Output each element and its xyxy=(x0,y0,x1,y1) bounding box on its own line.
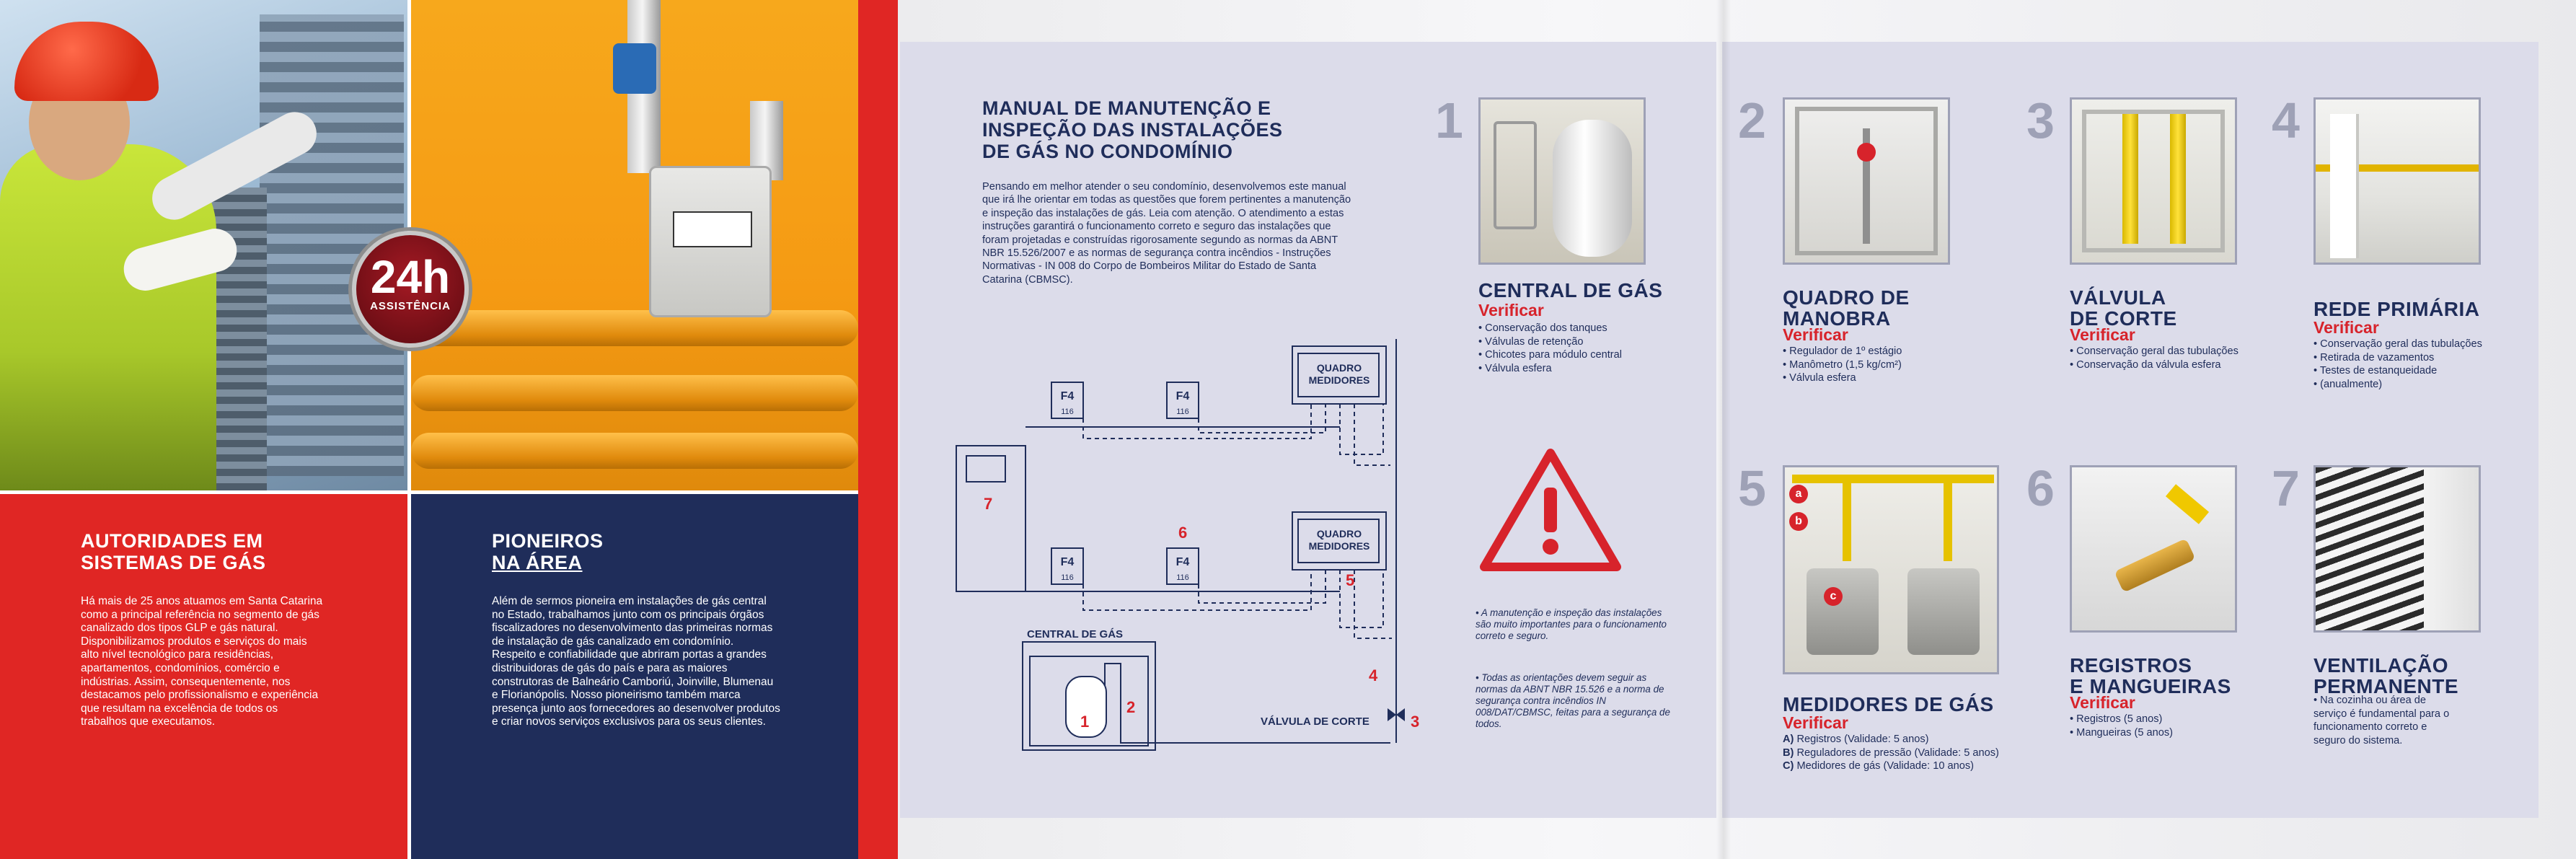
item-list xyxy=(1783,733,2028,773)
gas-meter xyxy=(649,166,772,317)
valve-label: VÁLVULA DE CORTE xyxy=(1261,715,1369,728)
warning-dot xyxy=(1543,539,1558,555)
list-item: • Válvula esfera xyxy=(1783,371,1970,385)
brass-valve xyxy=(2114,538,2195,592)
vent-grille xyxy=(966,456,1005,482)
item-number: 6 xyxy=(2026,460,2055,516)
item-list xyxy=(1783,345,1970,385)
list-letter: A) xyxy=(1783,734,1794,745)
list-item: • Na cozinha ou área de serviço é fundamental para o funcionamento correto e seguro do sistema. xyxy=(2313,694,2458,747)
list-item: • Registros (5 anos) xyxy=(2070,713,2250,726)
item-list xyxy=(2313,694,2458,747)
f4-label: F4 xyxy=(1060,390,1075,402)
callout-7: 7 xyxy=(984,495,993,513)
primary-network-photo xyxy=(2313,97,2481,265)
callout-6: 6 xyxy=(1178,524,1188,542)
title-line: REGISTROS xyxy=(2070,654,2192,677)
yellow-pipe xyxy=(1843,475,1851,561)
page-crease xyxy=(1716,0,1731,859)
standards-note: • Todas as orientações devem seguir as normas da ABNT NBR 15.526 e a norma de segurança contra incêndios IN 008/DAT/CBMSC, feitas para a segurança de todos. xyxy=(1476,672,1670,729)
title-line: DE CORTE xyxy=(2070,307,2177,330)
item-verify: Verificar xyxy=(1478,301,1544,320)
authorities-text: Há mais de 25 anos atuamos em Santa Catarina como a principal referência no segmento de gás canalizado dos tipos GLP e gás natural. Disponibilizamos produtos e serviços do mais alto nível tecnológico para residências, apartamentos, condomínios, comércio e indústrias. Assim, consequentemente, nos destacamos pelo profissionalismo e experiência que resultam na excelência de todos os trabalhos que executamos. xyxy=(81,595,323,728)
gas-meter xyxy=(1907,568,1980,655)
title-line: MANUAL DE MANUTENÇÃO E xyxy=(982,97,1271,119)
f4-label: F4 xyxy=(1175,390,1190,402)
item-list xyxy=(2070,713,2250,739)
callout-b: b xyxy=(1789,512,1808,531)
manual-title xyxy=(982,97,1357,162)
distribution-line xyxy=(1199,404,1326,433)
yellow-pipe xyxy=(2122,114,2138,244)
distribution-line xyxy=(1199,570,1326,603)
item-number: 3 xyxy=(2026,92,2055,149)
item-number: 4 xyxy=(2272,92,2300,149)
pioneers-title xyxy=(492,530,604,573)
item-title: CENTRAL DE GÁS xyxy=(1478,279,1663,301)
f4-sub: 116 xyxy=(1176,573,1189,582)
badge-number: 24h xyxy=(370,251,451,303)
title-line: DE GÁS NO CONDOMÍNIO xyxy=(982,141,1233,162)
list-item: • Conservação dos tanques xyxy=(1478,322,1659,335)
item-number: 7 xyxy=(2272,460,2300,516)
pioneers-panel xyxy=(411,494,858,859)
title-line: SISTEMAS DE GÁS xyxy=(81,552,266,573)
f4-sub: 116 xyxy=(1061,573,1074,582)
item-title xyxy=(2313,655,2458,697)
list-text: Reguladores de pressão (Validade: 5 anos) xyxy=(1794,746,1999,759)
title-line: INSPEÇÃO DAS INSTALAÇÕES xyxy=(982,119,1283,141)
item-title: REDE PRIMÁRIA xyxy=(2313,298,2480,320)
worker-photo xyxy=(0,0,407,490)
yellow-handle xyxy=(2166,484,2209,524)
list-item: • Conservação geral das tubulações xyxy=(2070,345,2286,358)
item-list xyxy=(2070,345,2286,371)
maneuver-panel-photo xyxy=(1783,97,1950,265)
list-item: • Conservação da válvula esfera xyxy=(2070,358,2286,372)
manometer-icon xyxy=(1857,143,1876,162)
title-line: QUADRO DE xyxy=(1783,286,1910,309)
quadro-label: MEDIDORES xyxy=(1308,374,1370,386)
f4-sub: 116 xyxy=(1061,408,1074,416)
list-item: • Retirada de vazamentos xyxy=(2313,351,2530,365)
list-text: Registros (Validade: 5 anos) xyxy=(1794,734,1929,745)
callout-3: 3 xyxy=(1411,713,1420,731)
list-item: • Manômetro (1,5 kg/cm²) xyxy=(1783,358,1970,372)
orange-pipe xyxy=(411,310,858,346)
yellow-pipe xyxy=(1944,475,1952,561)
warning-icon xyxy=(1478,447,1623,573)
maintenance-note: • A manutenção e inspeção das instalações são muito importantes para o funcionamento correto e seguro. xyxy=(1476,607,1667,641)
assistance-24h-badge xyxy=(352,231,469,348)
orange-pipe xyxy=(411,433,858,469)
distribution-line xyxy=(1083,570,1311,610)
title-line: VENTILAÇÃO xyxy=(2313,654,2448,677)
item-list xyxy=(2313,338,2530,391)
installation-diagram xyxy=(950,339,1455,772)
tank-icon xyxy=(1553,120,1632,257)
registers-photo xyxy=(2070,465,2237,633)
wall xyxy=(2424,467,2481,633)
f4-label: F4 xyxy=(1175,556,1190,568)
title-line: E MANGUEIRAS xyxy=(2070,675,2231,697)
panel-frame xyxy=(2082,110,2225,252)
warning-bar xyxy=(1544,488,1557,532)
pipe-frame xyxy=(1494,121,1537,229)
list-item: • Regulador de 1º estágio xyxy=(1783,345,1970,358)
list-item xyxy=(1783,759,2028,773)
callout-1: 1 xyxy=(1080,713,1090,731)
column xyxy=(2330,114,2359,258)
quadro-label: QUADRO xyxy=(1316,362,1362,374)
list-item xyxy=(1783,733,2028,746)
pioneers-text: Além de sermos pioneira em instalações de gás central no Estado, trabalhamos junto com os principais órgãos fiscalizadores no desenvolvimento das primeiras normas de instalação de gás canalizado em condomínio. Respeito e confiabilidade que abriram portas a grandes distribuidoras de gás do país e para as maiores construtoras de Balneário Camboriú, Joinville, Blumenau e Florianópolis. Nosso pioneirismo também marca presença junto aos fornecedores ao desenvolver produtos e criar novos serviços exclusivos para os seus clientes. xyxy=(492,595,780,728)
title-line: MANOBRA xyxy=(1783,307,1891,330)
list-text: Medidores de gás (Validade: 10 anos) xyxy=(1794,760,1975,772)
distribution-line xyxy=(1340,404,1383,454)
item-verify: Verificar xyxy=(2070,693,2135,712)
distribution-line xyxy=(1354,404,1390,465)
list-item: • Mangueiras (5 anos) xyxy=(2070,726,2250,740)
item-list xyxy=(1478,322,1659,375)
quadro-label: QUADRO xyxy=(1316,528,1362,539)
authorities-panel xyxy=(0,494,407,859)
item-title xyxy=(2070,287,2177,329)
gas-meters-photo xyxy=(1783,465,1999,674)
title-line: PIONEIROS xyxy=(492,530,604,552)
item-verify: Verificar xyxy=(2313,318,2379,337)
list-letter: B) xyxy=(1783,746,1794,759)
item-title xyxy=(2070,655,2231,697)
list-item: • Testes de estanqueidade xyxy=(2313,364,2530,378)
item-title: MEDIDORES DE GÁS xyxy=(1783,693,1994,715)
list-letter: C) xyxy=(1783,760,1794,772)
helmet-icon xyxy=(14,22,159,101)
list-item: • Conservação geral das tubulações xyxy=(2313,338,2530,351)
title-line: VÁLVULA xyxy=(2070,286,2166,309)
callout-a: a xyxy=(1789,485,1808,503)
f4-sub: 116 xyxy=(1176,408,1189,416)
title-line: NA ÁREA xyxy=(492,552,583,573)
list-item: • (anualmente) xyxy=(2313,378,2530,392)
callout-2: 2 xyxy=(1126,698,1136,716)
central-label: CENTRAL DE GÁS xyxy=(1027,628,1124,640)
meter-display xyxy=(673,211,752,247)
item-number: 2 xyxy=(1738,92,1766,149)
badge-label: ASSISTÊNCIA xyxy=(370,300,451,312)
distribution-line xyxy=(1083,404,1311,439)
item-verify: Verificar xyxy=(1783,713,1848,732)
yellow-pipe xyxy=(2170,114,2186,244)
list-item xyxy=(1783,746,2028,760)
title-line: AUTORIDADES EM xyxy=(81,530,263,552)
gas-meter-photo xyxy=(411,0,858,490)
cut-valve-photo xyxy=(2070,97,2237,265)
gas-central-photo xyxy=(1478,97,1646,265)
callout-4: 4 xyxy=(1369,666,1378,684)
item-number: 1 xyxy=(1435,92,1463,149)
yellow-pipe xyxy=(1792,475,1994,483)
item-verify: Verificar xyxy=(1783,325,1848,344)
item-number: 5 xyxy=(1738,460,1766,516)
callout-5: 5 xyxy=(1346,571,1355,589)
title-line: PERMANENTE xyxy=(2313,675,2459,697)
manual-intro-text: Pensando em melhor atender o seu condomínio, desenvolvemos este manual que irá lhe orientar em todas as questões que forem pertinentes a manutenção e inspeção das instalações de gás. Leia com atenção. O atendimento a estas instruções garantirá o funcionamento correto e seguro das instalações que foram projetadas e construídas rigorosamente segundo as normas da ABNT NBR 15.526/2007 e as normas de segurança contra incêndios - Instruções Normativas - IN 008 do Corpo de Bombeiros Militar do Estado de Santa Catarina (CBMSC). xyxy=(982,181,1351,286)
authorities-title xyxy=(81,530,266,573)
quadro-label: MEDIDORES xyxy=(1308,540,1370,552)
vent-grille-photo xyxy=(2313,465,2481,633)
gas-meter xyxy=(1807,568,1879,655)
orange-pipe xyxy=(411,375,858,411)
list-item: • Válvulas de retenção xyxy=(1478,335,1659,349)
list-item: • Válvula esfera xyxy=(1478,362,1659,376)
f4-label: F4 xyxy=(1060,556,1075,568)
item-verify: Verificar xyxy=(2070,325,2135,344)
list-item: • Chicotes para módulo central xyxy=(1478,348,1659,362)
red-strip xyxy=(858,0,898,859)
callout-c: c xyxy=(1824,587,1843,606)
blue-valve-icon xyxy=(613,43,656,94)
item-title xyxy=(1783,287,1910,329)
